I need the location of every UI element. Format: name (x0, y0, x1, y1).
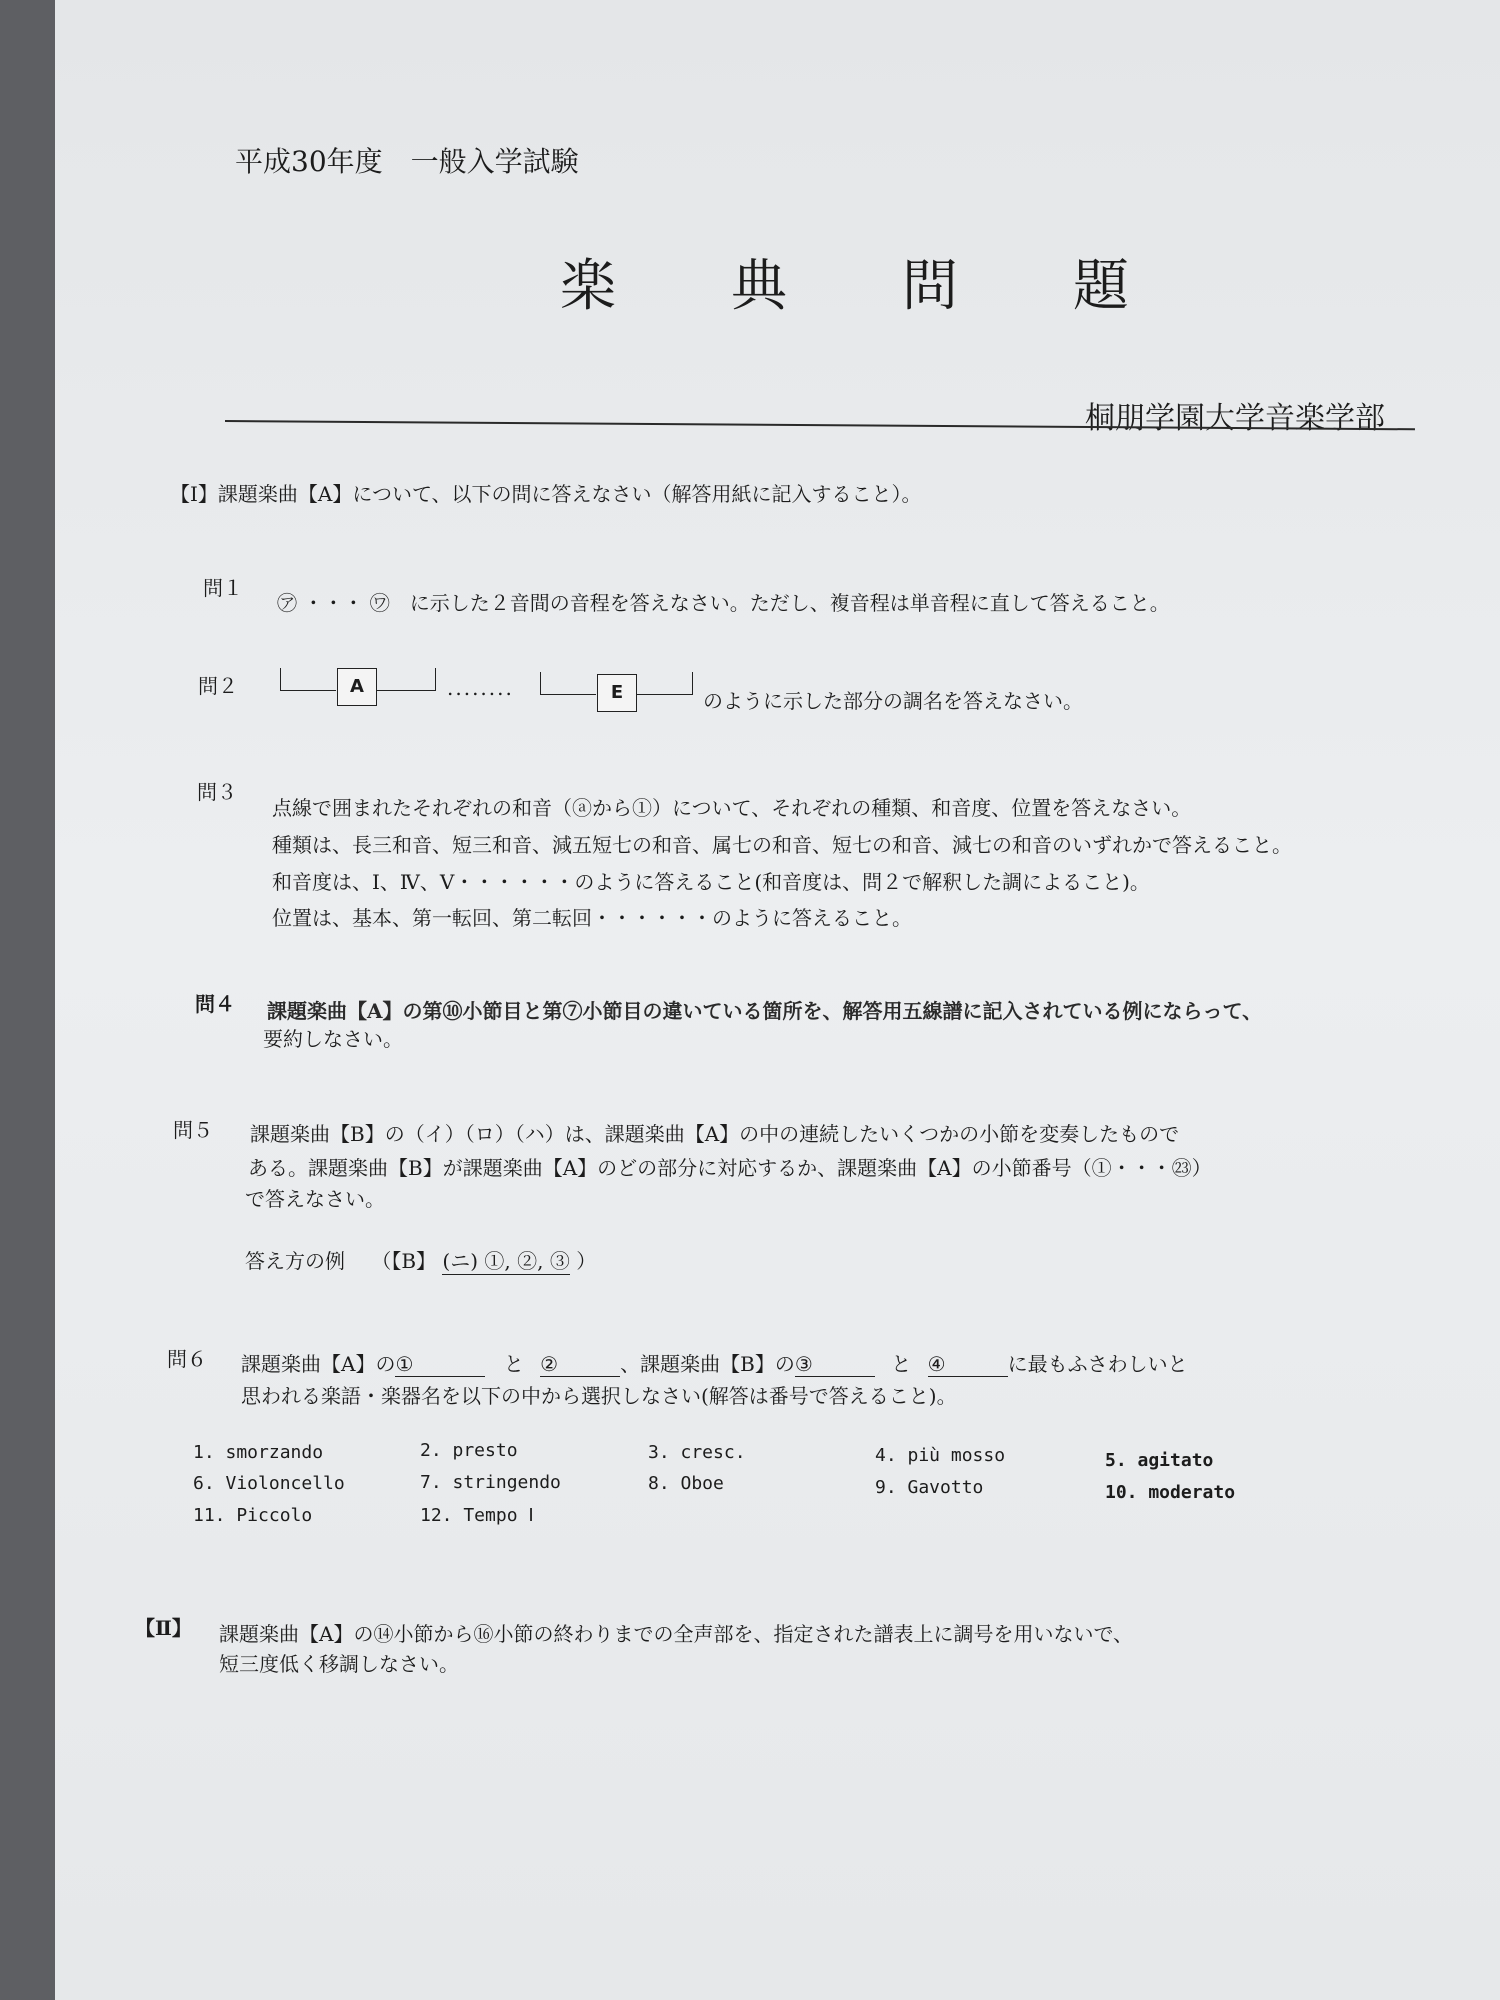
q3-line-4: 位置は、基本、第一転回、第二転回・・・・・・のように答えること。 (272, 906, 912, 930)
option-2: 2. presto (420, 1440, 518, 1461)
q4-label: 問４ (195, 992, 235, 1016)
section2-line-2: 短三度低く移調しなさい。 (219, 1652, 459, 1676)
exam-year: 平成30年度 一般入学試験 (235, 145, 579, 178)
q2-bracket-a-right (377, 668, 436, 691)
q6-blank-2: ② (540, 1352, 620, 1377)
q5-label: 問５ (173, 1118, 213, 1142)
q2-dots: ........ (447, 676, 514, 700)
q6-line-1 (241, 1348, 1188, 1377)
option-11: 11. Piccolo (193, 1505, 313, 1526)
q6-line-2: 思われる楽語・楽器名を以下の中から選択しなさい(解答は番号で答えること)。 (241, 1384, 957, 1408)
q3-line-2: 種類は、長三和音、短三和音、減五短七の和音、属七の和音、短七の和音、減七の和音のいずれかで答えること。 (272, 833, 1292, 857)
section2-line-1: 課題楽曲【A】の⑭小節から⑯小節の終わりまでの全声部を、指定された譜表上に調号を用いないで、 (219, 1622, 1134, 1646)
q5-example-suffix: ） (576, 1249, 597, 1273)
option-7: 7. stringendo (420, 1472, 561, 1493)
school-name: 桐朋学園大学音楽学部 (1085, 401, 1385, 436)
q1-label: 問１ (203, 576, 243, 600)
q6-text-b: と (503, 1352, 524, 1376)
q6-text-e: に最もふさわしいと (1007, 1352, 1188, 1376)
q2-box-e: E (597, 674, 637, 712)
q2-bracket-a-left (280, 668, 336, 691)
q3-line-1: 点線で囲まれたそれぞれの和音（ⓐから①）について、それぞれの種類、和音度、位置を答えなさい。 (272, 796, 1192, 820)
option-8: 8. Oboe (648, 1473, 724, 1494)
q5-example (245, 1245, 596, 1275)
q2-bracket-e-right (637, 672, 693, 695)
q6-text-d: と (891, 1352, 912, 1376)
q5-line-3: で答えなさい。 (245, 1187, 385, 1211)
option-10: 10. moderato (1105, 1482, 1236, 1503)
q6-blank-1: ① (395, 1352, 485, 1377)
option-1: 1. smorzando (193, 1442, 324, 1463)
q5-line-2: ある。課題楽曲【B】が課題楽曲【A】のどの部分に対応するか、課題楽曲【A】の小節番号（①・・・㉓） (248, 1156, 1212, 1180)
q6-blank-3: ③ (795, 1352, 875, 1377)
option-12: 12. Tempo Ⅰ (420, 1505, 534, 1526)
q3-line-3: 和音度は、Ⅰ、Ⅳ、Ⅴ・・・・・・のように答えること(和音度は、問２で解釈した調によること)。 (272, 870, 1150, 894)
q3-label: 問３ (197, 780, 237, 804)
q4-line-2: 要約しなさい。 (263, 1027, 403, 1051)
q6-label: 問６ (167, 1347, 207, 1371)
option-5: 5. agitato (1105, 1450, 1214, 1471)
q5-example-prefix: （【B】 (371, 1249, 437, 1273)
q5-example-answer: (ニ) ①, ②, ③ (442, 1245, 569, 1275)
option-4: 4. più mosso (875, 1445, 1006, 1466)
option-3: 3. cresc. (648, 1442, 746, 1463)
q5-line-1: 課題楽曲【B】の（イ）（ロ）（ハ）は、課題楽曲【A】の中の連続したいくつかの小節を変奏したもので (250, 1122, 1180, 1146)
q2-bracket-e-left (540, 672, 596, 695)
q4-line-1: 課題楽曲【A】の第⑩小節目と第⑦小節目の違いている箇所を、解答用五線譜に記入されている例にならって、 (267, 999, 1263, 1023)
option-6: 6. Violoncello (193, 1473, 345, 1494)
q1-text: ㋐ ・・・ ㋻ に示した２音間の音程を答えなさい。ただし、複音程は単音程に直して答えること。 (277, 591, 1170, 615)
section2-label: 【Ⅱ】 (135, 1616, 192, 1640)
q6-text-a: 課題楽曲【A】の (241, 1352, 396, 1376)
q5-example-label: 答え方の例 (245, 1249, 345, 1273)
exam-sheet (55, 0, 1500, 2000)
q6-blank-4: ④ (928, 1352, 1008, 1377)
option-9: 9. Gavotto (875, 1477, 984, 1498)
q6-text-c: 、課題楽曲【B】の (620, 1352, 795, 1376)
section1-heading: 【Ⅰ】課題楽曲【A】について、以下の問に答えなさい（解答用紙に記入すること）。 (170, 482, 922, 506)
q2-box-a: A (337, 668, 377, 706)
q2-label: 問２ (198, 674, 238, 698)
page-title: 楽典問題 (560, 254, 1244, 319)
q2-text: のように示した部分の調名を答えなさい。 (703, 689, 1083, 713)
